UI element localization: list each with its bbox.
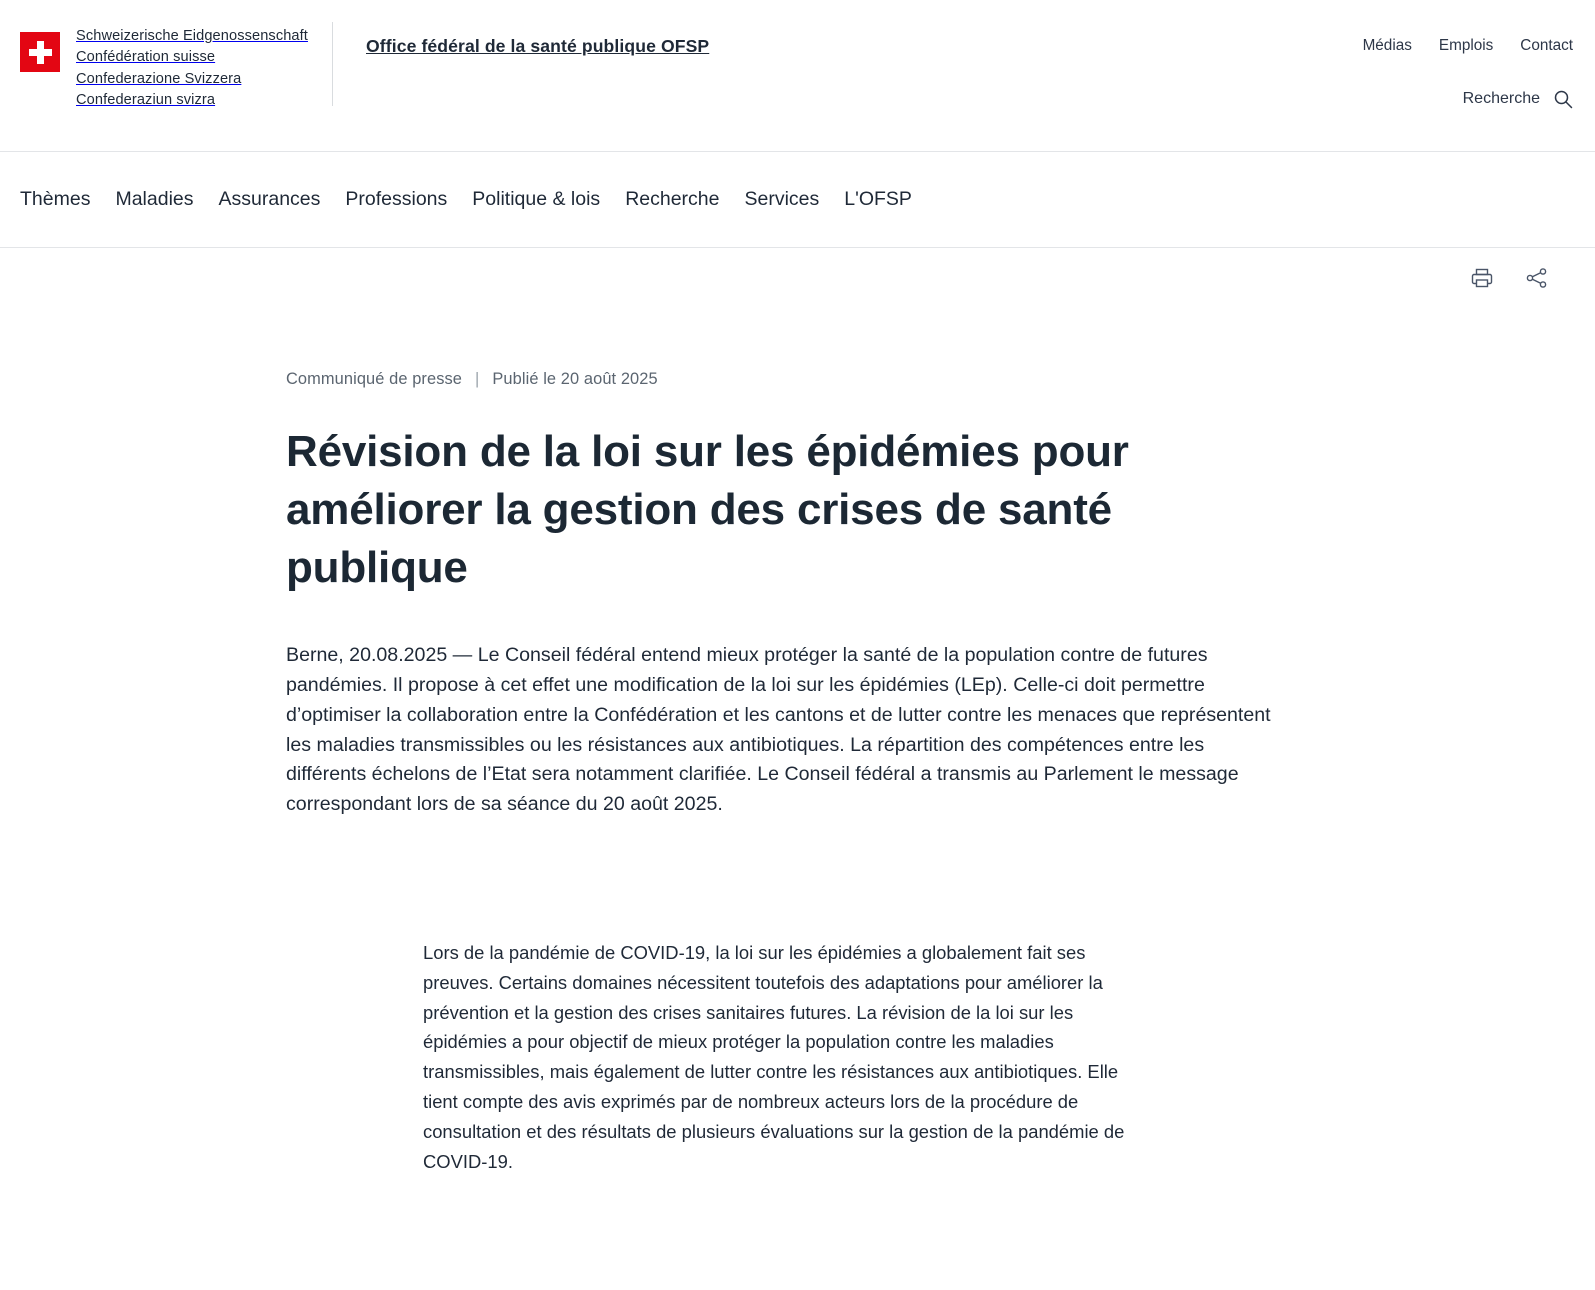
share-icon[interactable] [1524,266,1550,290]
confederation-line-rm: Confederaziun svizra [76,91,216,108]
nav-item-ofsp[interactable]: L'OFSP [844,188,912,210]
site-header [0,0,1595,152]
page-title: Révision de la loi sur les épidémies pour améliorer la gestion des crises de santé publique [286,427,1129,593]
article-meta [286,370,1326,389]
meta-navigation [1363,37,1573,55]
search-icon[interactable] [1553,89,1573,109]
page-tools-row [0,248,1595,320]
article-body-paragraph: Lors de la pandémie de COVID-19, la loi sur les épidémies a globalement fait ses preuves. Certains domaines nécessitent toutefois des adaptations pour améliorer la prévention et la gestion des crises sanitaires futures. La révision de la loi sur les épidémies a pour objectif de mieux protéger la population contre les maladies transmissibles, mais également de lutter contre les résistances aux antibiotiques. Elle tient compte des avis exprimés par de nombreux acteurs lors de la procédure de consultation et des résultats de plusieurs évaluations sur la gestion de la pandémie de COVID-19. [423,941,1125,1172]
nav-item-professions[interactable]: Professions [345,188,448,210]
nav-item-recherche[interactable]: Recherche [625,188,720,210]
search-label: Recherche [1462,90,1540,107]
header-divider [332,22,333,106]
confederation-line-de: Schweizerische Eidgenossenschaft [76,28,308,44]
search-toggle[interactable] [1463,89,1573,109]
article-type: Communiqué de presse [286,370,463,388]
confederation-line-fr: Confédération suisse [76,49,216,66]
nav-item-maladies[interactable]: Maladies [115,188,194,210]
article [286,320,1326,1176]
confederation-name [76,26,308,111]
article-published: Publié le 20 août 2025 [492,370,658,388]
nav-item-assurances[interactable]: Assurances [218,188,321,210]
article-body [423,938,1153,1177]
print-icon[interactable] [1470,266,1494,290]
meta-separator: | [475,370,480,388]
logo-link[interactable] [20,26,308,111]
swiss-cross-icon [20,32,60,72]
confederation-line-it: Confederazione Svizzera [76,70,242,87]
nav-item-politique-lois[interactable]: Politique & lois [472,188,601,210]
meta-link-medias[interactable]: Médias [1362,37,1412,54]
article-lead: Berne, 20.08.2025 — Le Conseil fédéral entend mieux protéger la santé de la population contre de futures pandémies. Il propose à cet effet une modification de la loi sur les épidémies (LEp). Celle-ci doit permettre d’optimiser la collaboration entre la Confédération et les cantons et de lutter contre les menaces que représentent les maladies transmissibles ou les résistances aux antibiotiques. La répartition des compétences entre les différents échelons de l’Etat sera notamment clarifiée. Le Conseil fédéral a transmis au Parlement le message correspondant lors de sa séance du 20 août 2025. [286,644,1271,816]
nav-item-themes[interactable]: Thèmes [20,188,91,210]
page-tools [1470,266,1550,290]
office-title[interactable]: Office fédéral de la santé publique OFSP [366,36,710,56]
main-navigation [0,152,1595,248]
meta-link-contact[interactable]: Contact [1520,37,1573,54]
meta-link-emplois[interactable]: Emplois [1438,37,1494,54]
nav-item-services[interactable]: Services [744,188,820,210]
